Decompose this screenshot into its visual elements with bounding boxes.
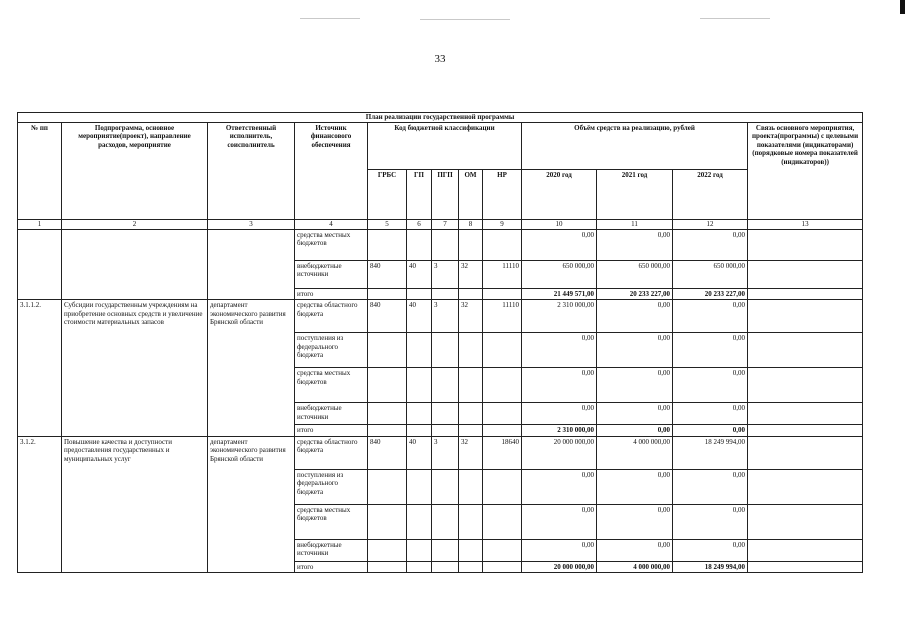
- table-caption: План реализации государственной программы: [18, 113, 863, 123]
- code-grbs: [368, 504, 407, 539]
- code-nr: 11110: [483, 300, 522, 333]
- indicator-link: [748, 368, 863, 403]
- amount-2020: 0,00: [522, 333, 597, 368]
- column-number: 9: [483, 220, 522, 230]
- amount-2021: 0,00: [597, 300, 673, 333]
- executor-name: [208, 230, 295, 300]
- code-om: [459, 425, 483, 436]
- indicator-link: [748, 261, 863, 289]
- header-no: № пп: [18, 123, 62, 220]
- indicator-link: [748, 289, 863, 300]
- amount-2020: 0,00: [522, 368, 597, 403]
- code-nr: [483, 368, 522, 403]
- code-pgp: [432, 368, 459, 403]
- scan-edge-mark: [900, 0, 905, 14]
- column-number: 8: [459, 220, 483, 230]
- code-pgp: 3: [432, 436, 459, 469]
- executor-name: департамент экономического развития Брянской области: [208, 436, 295, 572]
- funding-source: внебюджетные источники: [295, 539, 368, 561]
- amount-2020: 2 310 000,00: [522, 425, 597, 436]
- amount-2022: 0,00: [673, 504, 748, 539]
- code-om: 32: [459, 436, 483, 469]
- amount-2021: 0,00: [597, 368, 673, 403]
- header-grbs: ГРБС: [368, 170, 407, 220]
- funding-source: поступления из федерального бюджета: [295, 469, 368, 504]
- code-gp: [407, 289, 432, 300]
- code-pgp: [432, 469, 459, 504]
- indicator-link: [748, 561, 863, 572]
- row-number: 3.1.2.: [18, 436, 62, 572]
- code-om: [459, 333, 483, 368]
- funding-source: средства областного бюджета: [295, 300, 368, 333]
- amount-2021: 4 000 000,00: [597, 436, 673, 469]
- code-grbs: [368, 561, 407, 572]
- code-pgp: [432, 561, 459, 572]
- scan-artifact: [700, 18, 770, 19]
- funding-source: средства областного бюджета: [295, 436, 368, 469]
- amount-2022: 650 000,00: [673, 261, 748, 289]
- header-executor: Ответственный исполнитель, соисполнитель: [208, 123, 295, 220]
- indicator-link: [748, 403, 863, 425]
- amount-2020: 20 000 000,00: [522, 561, 597, 572]
- amount-2021: 0,00: [597, 230, 673, 261]
- measure-name: Повышение качества и доступности предоставления государственных и муниципальных услуг: [62, 436, 208, 572]
- amount-2020: 0,00: [522, 230, 597, 261]
- funding-source: внебюджетные источники: [295, 261, 368, 289]
- amount-2021: 20 233 227,00: [597, 289, 673, 300]
- row-number: [18, 230, 62, 300]
- funding-source: итого: [295, 425, 368, 436]
- column-number: 4: [295, 220, 368, 230]
- amount-2022: 0,00: [673, 539, 748, 561]
- code-grbs: [368, 289, 407, 300]
- amount-2022: 18 249 994,00: [673, 436, 748, 469]
- amount-2020: 0,00: [522, 403, 597, 425]
- amount-2021: 0,00: [597, 403, 673, 425]
- code-om: [459, 403, 483, 425]
- header-2021: 2021 год: [597, 170, 673, 220]
- code-om: 32: [459, 261, 483, 289]
- code-nr: 18640: [483, 436, 522, 469]
- code-om: [459, 469, 483, 504]
- code-nr: 11110: [483, 261, 522, 289]
- column-number: 2: [62, 220, 208, 230]
- indicator-link: [748, 300, 863, 333]
- amount-2020: 650 000,00: [522, 261, 597, 289]
- column-number: 6: [407, 220, 432, 230]
- amount-2021: 0,00: [597, 425, 673, 436]
- code-grbs: [368, 469, 407, 504]
- code-grbs: [368, 539, 407, 561]
- header-row-1: [18, 123, 863, 170]
- code-gp: 40: [407, 436, 432, 469]
- code-gp: [407, 230, 432, 261]
- code-grbs: 840: [368, 261, 407, 289]
- header-gp: ГП: [407, 170, 432, 220]
- header-source: Источник финансового обеспечения: [295, 123, 368, 220]
- column-number: 11: [597, 220, 673, 230]
- measure-name: [62, 230, 208, 300]
- code-gp: [407, 561, 432, 572]
- amount-2022: 0,00: [673, 300, 748, 333]
- table-row: [18, 230, 863, 261]
- executor-name: департамент экономического развития Брянской области: [208, 300, 295, 436]
- header-nr: НР: [483, 170, 522, 220]
- indicator-link: [748, 425, 863, 436]
- code-om: [459, 230, 483, 261]
- scan-artifact: [300, 18, 360, 19]
- amount-2022: 18 249 994,00: [673, 561, 748, 572]
- funding-source: внебюджетные источники: [295, 403, 368, 425]
- code-pgp: 3: [432, 300, 459, 333]
- amount-2021: 0,00: [597, 504, 673, 539]
- header-2020: 2020 год: [522, 170, 597, 220]
- code-pgp: [432, 289, 459, 300]
- header-pgp: ПГП: [432, 170, 459, 220]
- header-2022: 2022 год: [673, 170, 748, 220]
- header-om: ОМ: [459, 170, 483, 220]
- code-gp: [407, 368, 432, 403]
- header-link: Связь основного мероприятия, проекта(программы) с целевыми показателями (индикаторами) (порядковые номера показателей (индикаторов)): [748, 123, 863, 220]
- column-number: 5: [368, 220, 407, 230]
- amount-2020: 0,00: [522, 504, 597, 539]
- code-pgp: 3: [432, 261, 459, 289]
- code-grbs: [368, 230, 407, 261]
- funding-source: итого: [295, 289, 368, 300]
- code-pgp: [432, 403, 459, 425]
- amount-2020: 2 310 000,00: [522, 300, 597, 333]
- column-number: 12: [673, 220, 748, 230]
- column-number: 7: [432, 220, 459, 230]
- code-gp: 40: [407, 300, 432, 333]
- amount-2022: 0,00: [673, 230, 748, 261]
- code-grbs: [368, 333, 407, 368]
- code-gp: 40: [407, 261, 432, 289]
- code-om: 32: [459, 300, 483, 333]
- code-om: [459, 504, 483, 539]
- code-nr: [483, 333, 522, 368]
- amount-2022: 0,00: [673, 403, 748, 425]
- indicator-link: [748, 230, 863, 261]
- code-nr: [483, 539, 522, 561]
- code-grbs: [368, 403, 407, 425]
- amount-2020: 21 449 571,00: [522, 289, 597, 300]
- code-gp: [407, 333, 432, 368]
- amount-2020: 20 000 000,00: [522, 436, 597, 469]
- column-number: 10: [522, 220, 597, 230]
- amount-2021: 4 000 000,00: [597, 561, 673, 572]
- code-grbs: 840: [368, 436, 407, 469]
- indicator-link: [748, 539, 863, 561]
- code-pgp: [432, 230, 459, 261]
- code-grbs: [368, 425, 407, 436]
- code-pgp: [432, 333, 459, 368]
- code-om: [459, 368, 483, 403]
- code-nr: [483, 289, 522, 300]
- code-om: [459, 289, 483, 300]
- code-gp: [407, 403, 432, 425]
- header-volume: Объём средств на реализацию, рублей: [522, 123, 748, 170]
- amount-2021: 0,00: [597, 469, 673, 504]
- code-nr: [483, 425, 522, 436]
- scan-artifact: [420, 19, 510, 20]
- table-caption-row: [18, 113, 863, 123]
- column-number: 13: [748, 220, 863, 230]
- code-pgp: [432, 504, 459, 539]
- page-number: 33: [434, 53, 446, 65]
- column-number-row: [18, 220, 863, 230]
- measure-name: Субсидии государственным учреждениям на приобретение основных средств и увеличение стоимости материальных запасов: [62, 300, 208, 436]
- code-nr: [483, 504, 522, 539]
- funding-source: средства местных бюджетов: [295, 504, 368, 539]
- code-gp: [407, 539, 432, 561]
- funding-source: поступления из федерального бюджета: [295, 333, 368, 368]
- amount-2021: 0,00: [597, 333, 673, 368]
- amount-2020: 0,00: [522, 539, 597, 561]
- amount-2020: 0,00: [522, 469, 597, 504]
- code-gp: [407, 469, 432, 504]
- code-pgp: [432, 425, 459, 436]
- header-subprogram: Подпрограмма, основное мероприятие(проект), направление расходов, мероприятие: [62, 123, 208, 220]
- indicator-link: [748, 504, 863, 539]
- column-number: 3: [208, 220, 295, 230]
- code-nr: [483, 469, 522, 504]
- funding-source: итого: [295, 561, 368, 572]
- code-pgp: [432, 539, 459, 561]
- code-nr: [483, 561, 522, 572]
- amount-2022: 0,00: [673, 425, 748, 436]
- code-nr: [483, 403, 522, 425]
- code-om: [459, 561, 483, 572]
- amount-2021: 0,00: [597, 539, 673, 561]
- code-grbs: 840: [368, 300, 407, 333]
- header-budget-code: Код бюджетной классификации: [368, 123, 522, 170]
- code-nr: [483, 230, 522, 261]
- code-gp: [407, 425, 432, 436]
- amount-2022: 0,00: [673, 368, 748, 403]
- code-grbs: [368, 368, 407, 403]
- code-gp: [407, 504, 432, 539]
- table-row: [18, 300, 863, 333]
- table-row: [18, 436, 863, 469]
- code-om: [459, 539, 483, 561]
- amount-2022: 0,00: [673, 333, 748, 368]
- plan-table: [17, 112, 863, 573]
- amount-2021: 650 000,00: [597, 261, 673, 289]
- indicator-link: [748, 333, 863, 368]
- funding-source: средства местных бюджетов: [295, 230, 368, 261]
- column-number: 1: [18, 220, 62, 230]
- amount-2022: 20 233 227,00: [673, 289, 748, 300]
- row-number: 3.1.1.2.: [18, 300, 62, 436]
- indicator-link: [748, 469, 863, 504]
- funding-source: средства местных бюджетов: [295, 368, 368, 403]
- amount-2022: 0,00: [673, 469, 748, 504]
- indicator-link: [748, 436, 863, 469]
